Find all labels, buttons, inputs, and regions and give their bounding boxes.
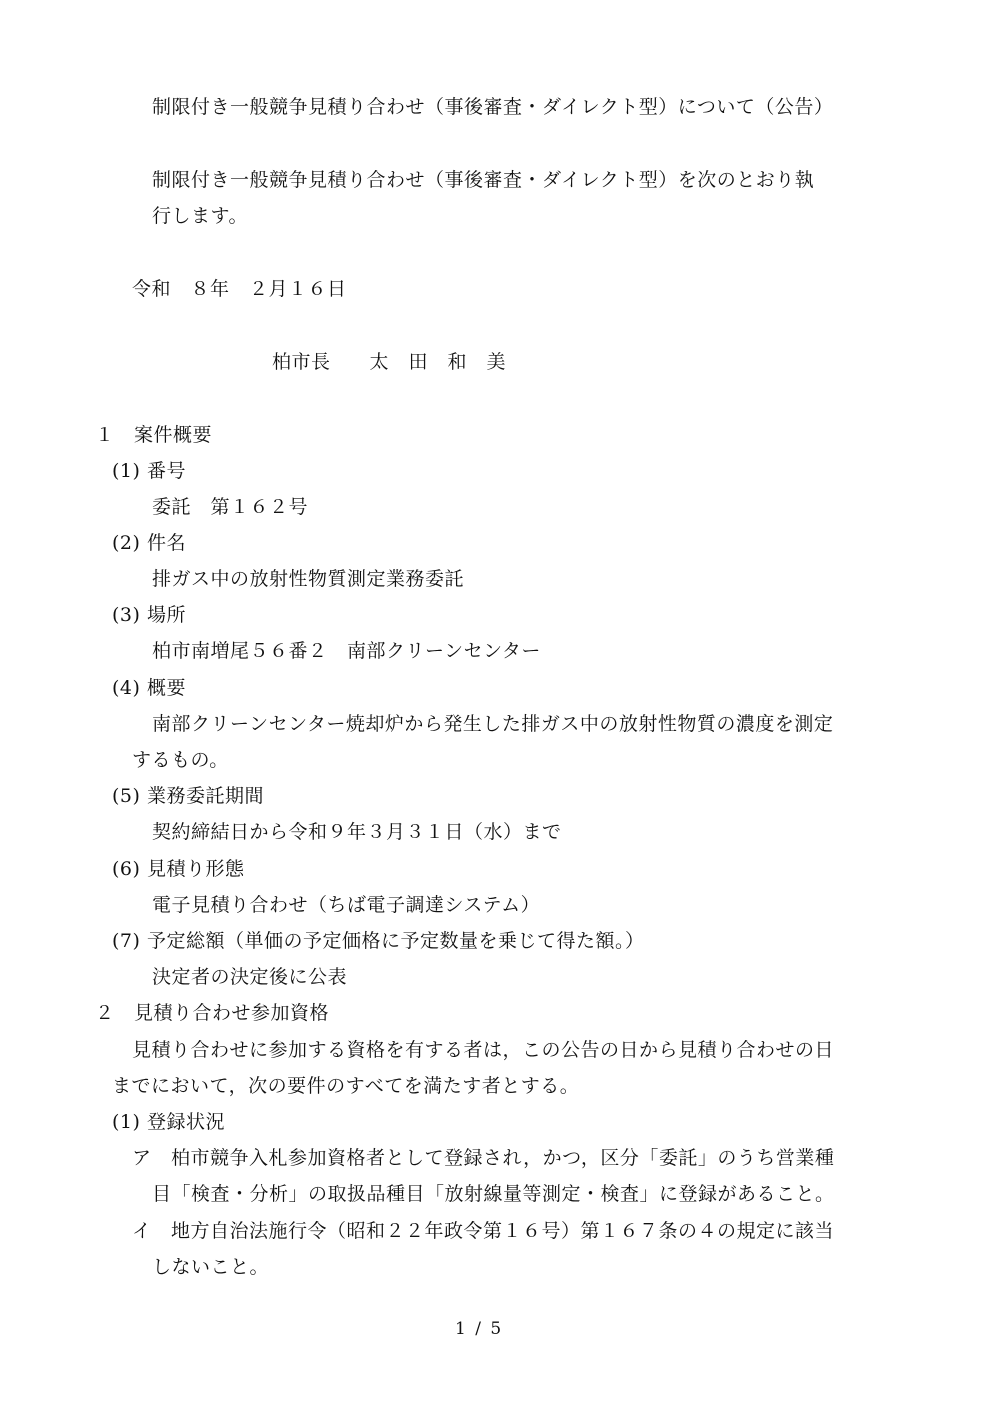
item-3-label: (3) 場所: [112, 604, 186, 626]
item-2-value: 排ガス中の放射性物質測定業務委託: [152, 568, 465, 590]
item-2-label: (2) 件名: [112, 532, 186, 554]
requirement-i-line-2: しないこと。: [152, 1256, 270, 1278]
issuer-name: 柏市長 太 田 和 美: [272, 351, 507, 373]
section-2-intro-line-1: 見積り合わせに参加する資格を有する者は，この公告の日から見積り合わせの日: [132, 1039, 835, 1061]
section-1-heading: １ 案件概要: [95, 424, 213, 446]
item-6-value: 電子見積り合わせ（ちば電子調達システム）: [152, 894, 541, 916]
item-3-value: 柏市南増尾５６番２ 南部クリーンセンター: [152, 640, 541, 662]
item-4-value-line-2: するもの。: [132, 749, 229, 771]
section-2-heading: ２ 見積り合わせ参加資格: [95, 1002, 330, 1024]
item-5-label: (5) 業務委託期間: [112, 785, 264, 807]
requirement-i-line-1: イ 地方自治法施行令（昭和２２年政令第１６号）第１６７条の４の規定に該当: [132, 1220, 835, 1242]
requirement-a-line-1: ア 柏市競争入札参加資格者として登録され，かつ，区分「委託」のうち営業種: [132, 1147, 835, 1169]
section-2-item-1-label: (1) 登録状況: [112, 1111, 225, 1133]
item-4-value-line-1: 南部クリーンセンター焼却炉から発生した排ガス中の放射性物質の濃度を測定: [152, 713, 834, 735]
item-7-label: (7) 予定総額（単価の予定価格に予定数量を乗じて得た額。）: [112, 930, 645, 952]
item-7-value: 決定者の決定後に公表: [152, 966, 348, 988]
item-5-value: 契約締結日から令和９年３月３１日（水）まで: [152, 821, 562, 843]
page-number: 1 / 5: [455, 1319, 504, 1339]
requirement-a-line-2: 目「検査・分析」の取扱品種目「放射線量等測定・検査」に登録があること。: [152, 1183, 835, 1205]
item-4-label: (4) 概要: [112, 677, 186, 699]
item-1-label: (1) 番号: [112, 460, 186, 482]
item-1-value: 委託 第１６２号: [152, 496, 309, 518]
intro-line-2: 行します。: [152, 205, 248, 227]
section-2-intro-line-2: までにおいて，次の要件のすべてを満たす者とする。: [112, 1075, 580, 1097]
intro-line-1: 制限付き一般競争見積り合わせ（事後審査・ダイレクト型）を次のとおり執: [152, 169, 815, 191]
item-6-label: (6) 見積り形態: [112, 858, 245, 880]
publication-date: 令和 ８年 ２月１６日: [132, 278, 347, 300]
document-title: 制限付き一般競争見積り合わせ（事後審査・ダイレクト型）について（公告）: [152, 96, 834, 118]
